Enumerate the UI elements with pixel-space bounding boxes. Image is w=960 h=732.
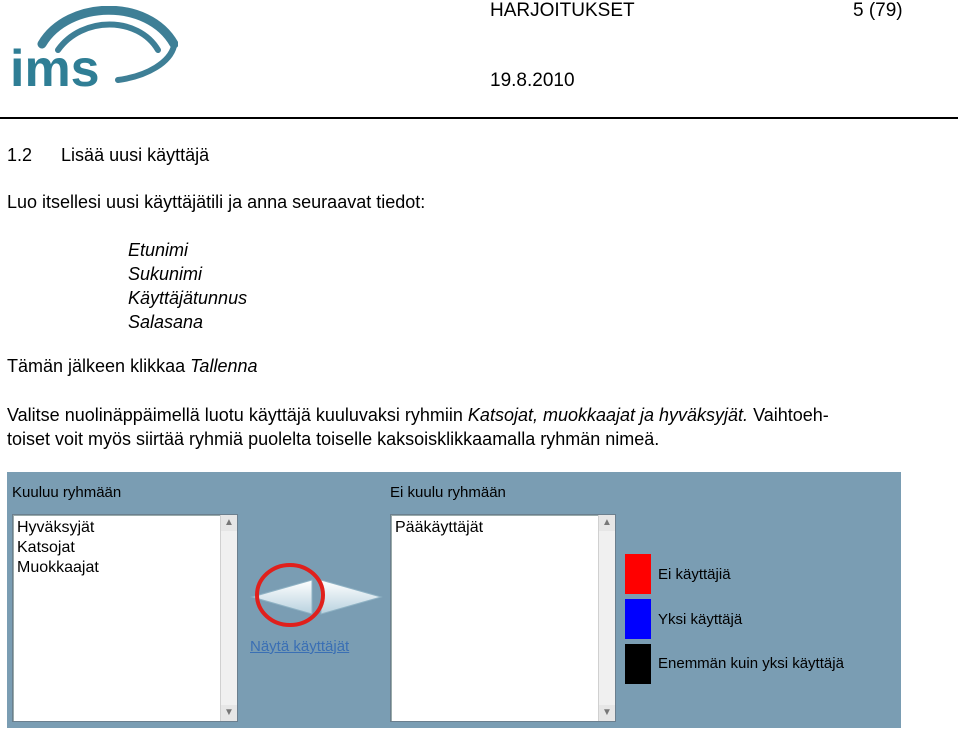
legend-label-none: Ei käyttäjiä [658,566,731,583]
document-date: 19.8.2010 [490,70,575,91]
list-item[interactable]: Katsojat [17,539,75,556]
show-users-link[interactable]: Näytä käyttäjät [250,638,350,655]
move-right-arrow-icon[interactable] [319,578,383,616]
field-list [128,238,247,334]
section-heading [7,145,209,166]
legend-swatch-blue [625,599,651,639]
field-item-first-name: Etunimi [128,240,189,260]
highlight-circle-icon [253,561,327,629]
page-number: 5 (79) [853,0,903,21]
list-item[interactable]: Pääkäyttäjät [395,519,484,536]
group-panel [7,472,901,728]
field-item-username: Käyttäjätunnus [128,288,248,308]
header-rule [0,117,958,119]
ims-logo [8,6,178,94]
member-groups-list[interactable] [12,514,238,722]
section-title: Lisää uusi käyttäjä [61,145,210,165]
non-member-groups-list[interactable] [390,514,616,722]
scroll-up-icon[interactable]: ▲ [599,515,615,531]
group-instruction [7,403,829,451]
scroll-down-icon[interactable]: ▼ [599,705,615,721]
save-instruction [7,356,258,377]
field-item-password: Salasana [128,312,204,332]
member-groups-label: Kuuluu ryhmään [12,484,122,501]
save-keyword: Tallenna [190,356,258,376]
scrollbar[interactable] [598,515,615,721]
non-member-groups-label: Ei kuulu ryhmään [390,484,506,501]
group-instruction-line2: toiset voit myös siirtää ryhmiä puolelta toiselle kaksoisklikkaamalla ryhmän nimeä. [7,429,660,449]
scroll-down-icon[interactable]: ▼ [221,705,237,721]
legend-label-one: Yksi käyttäjä [658,611,743,628]
legend-swatch-red [625,554,651,594]
scroll-up-icon[interactable]: ▲ [221,515,237,531]
field-item-last-name: Sukunimi [128,264,203,284]
document-title: HARJOITUKSET [490,0,635,21]
intro-text: Luo itsellesi uusi käyttäjätili ja anna seuraavat tiedot: [7,192,426,212]
legend-label-many: Enemmän kuin yksi käyttäjä [658,655,844,672]
list-item[interactable]: Muokkaajat [17,559,99,576]
group-instruction-line1: Valitse nuolinäppäimellä luotu käyttäjä kuuluvaksi ryhmiin Katsojat, muokkaajat ja hyväksyjät. Vaihtoeh- [7,405,829,425]
svg-text:ims: ims [10,40,100,94]
section-number: 1.2 [7,145,33,165]
legend-swatch-black [625,644,651,684]
save-instruction-text: Tämän jälkeen klikkaa [7,356,191,376]
list-item[interactable]: Hyväksyjät [17,519,95,536]
scrollbar[interactable] [220,515,237,721]
